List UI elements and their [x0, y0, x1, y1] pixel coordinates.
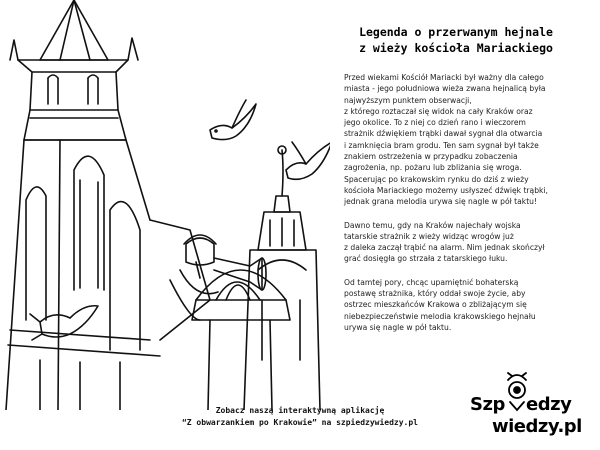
- text-line: jednak grana melodia urywa się nagle w pół taktu!: [344, 197, 538, 207]
- paragraph-1: [344, 72, 584, 208]
- text-line: i zamknięcia bram grodu. Ten sam sygnał był także: [344, 140, 539, 150]
- text-line: miasta - jego południowa wieża zwana hejnalicą była: [344, 84, 546, 94]
- promo-line-1: Zobacz naszą interaktywną aplikację: [215, 406, 385, 415]
- text-line: jego okolice. To z niej co dzień rano i wieczorem: [344, 118, 526, 128]
- right-spire: [244, 146, 320, 410]
- text-line: niebezpieczeństwie melodia krakowskiego hejnału: [344, 311, 536, 321]
- paragraph-2: [344, 220, 584, 265]
- text-line: grać dosięgła go strzała z tatarskiego łuku.: [344, 254, 508, 264]
- text-line: Przed wiekami Kościół Mariacki był ważny dla całego: [344, 73, 544, 82]
- text-line: znakiem ostrzeżenia w przypadku zobaczenia: [344, 152, 518, 162]
- text-line: z którego roztaczał się widok na cały Kraków oraz: [344, 106, 533, 116]
- text-line: strażnik dźwiękiem trąbki dawał sygnał dla otwarcia: [344, 129, 543, 139]
- szpiedzy-wiedzy-logo: [470, 372, 580, 442]
- logo-word-2: wiedzy.pl: [492, 416, 582, 437]
- tower-body: [6, 140, 210, 410]
- promo-line-2: “Z obwarzankiem po Krakowie” na szpiedzywiedzy.pl: [181, 418, 418, 427]
- text-line: tatarskie strażnik z wieży widząc wrogów już: [344, 231, 514, 241]
- title-line-2: z wieży kościoła Mariackiego: [359, 41, 553, 55]
- legend-title: [336, 24, 576, 56]
- app-promo: [150, 405, 450, 429]
- dove-top: [210, 100, 256, 140]
- logo-word-1-right: edzy: [526, 394, 572, 415]
- title-line-1: Legenda o przerwanym hejnale: [359, 25, 553, 39]
- paragraph-3: [344, 277, 584, 333]
- text-line: Spacerując po krakowskim rynku do dziś z wieży: [344, 174, 529, 184]
- main-spire: [10, 0, 138, 140]
- legend-body: [344, 72, 584, 345]
- text-line: Od tamtej pory, chcąc upamiętnić bohaterską: [344, 277, 519, 287]
- text-line: z daleka zaczął trąbić na alarm. Nim jednak skończył: [344, 243, 545, 253]
- text-line: kościoła Mariackiego możemy usłyszeć dźwięk trąbki,: [344, 185, 548, 195]
- text-line: Dawno temu, gdy na Kraków najechały wojska: [344, 220, 521, 230]
- logo-word-1-left: Szp: [470, 394, 505, 415]
- text-line: ostrzec mieszkańców Krakowa o zbliżającym się: [344, 300, 527, 310]
- text-line: postawę strażnika, który oddał swoje życie, aby: [344, 289, 526, 299]
- text-line: zagrożenia, np. pożaru lub zbliżania się wroga.: [344, 163, 522, 173]
- text-line: urywa się nagle w pół taktu.: [344, 322, 452, 332]
- text-line: najwyższym punktem obserwacji,: [344, 95, 472, 105]
- dove-right: [286, 142, 330, 179]
